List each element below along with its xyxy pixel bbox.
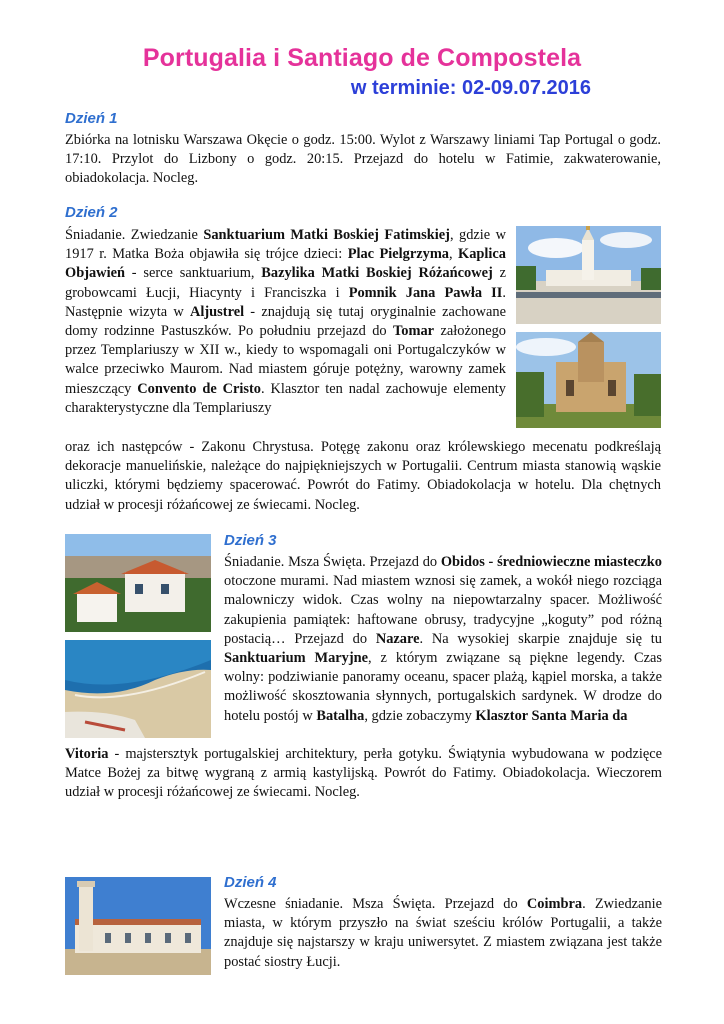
- page-title: Portugalia i Santiago de Compostela: [142, 44, 582, 72]
- nazare-beach-photo: [65, 640, 211, 738]
- day-1-text: Zbiórka na lotnisku Warszawa Okęcie o godz. 15:00. Wylot z Warszawy liniami Tap Portugal o godz. 17:10. Przylot do Lizbony o godz. 20:15. Przejazd do hotelu w Fatimie, zakwaterowanie, obiadokolacja. Nocleg.: [65, 132, 661, 187]
- day-3-text-part2: Vitoria - majstersztyk portugalskiej architektury, perła gotyku. Świątynia wybudowana w podzięce Matce Bożej za bitwę wygraną z armią kastylijską. Powrót do Fatimy. Obiadokolacja. Wieczorem udział w procesji różańcowej ze świecami. Nocleg.: [65, 746, 662, 801]
- day-2-text-part1: Śniadanie. Zwiedzanie Sanktuarium Matki Boskiej Fatimskiej, gdzie w 1917 r. Matka Boża objawiła się trójce dzieci: Plac Pielgrzyma, Kaplica Objawień - serce sanktuarium, Bazylika Matki Boskiej Różańcowej z grobowcami Łucji, Hiacynty i Franciszka i Pomnik Jana Pawła II. Następnie wizyta w Aljustrel - znajdują się tutaj oryginalnie zachowane domy rodzinne Pastuszków. Po południu przejazd do Tomar założonego przez Templariuszy w XII w., kiedy to wspomagali oni Portugalczyków w walce przeciwko Maurom. Nad miastem góruje potężny, warowny zamek mieszczący Convento de Cristo. Klasztor ten nadal zachowuje elementy charakterystyczne dla Templariuszy: [65, 227, 507, 416]
- obidos-photo: [65, 534, 211, 632]
- day-2-heading: Dzień 2: [65, 204, 118, 221]
- page-subtitle: w terminie: 02-09.07.2016: [350, 77, 591, 99]
- day-3-heading: Dzień 3: [224, 532, 277, 549]
- tomar-convent-photo: [516, 332, 661, 428]
- day-4-text: Wczesne śniadanie. Msza Święta. Przejazd do Coimbra. Zwiedzanie miasta, w którym przyszło na świat sześciu królów Portugalii, a także znajduje się najstarszy w kraju uniwersytet. Z miastem związana jest także postać siostry Łucji.: [224, 896, 662, 970]
- day-3-text-part1: Śniadanie. Msza Święta. Przejazd do Obidos - średniowieczne miasteczko otoczone murami. Nad miastem wznosi się zamek, a wokół niego rozciąga malowniczy widok. Czas wolny na niepowtarzalny spacer. Możliwość zakupienia pamiątek: haftowane obrusy, tradycyjne „koguty” pod różną postacią… Przejazd do Nazare. Na wysokiej skarpie znajduje się tu Sanktuarium Maryjne, z którym związane są piękne legendy. Czas wolny: podziwianie panoramy oceanu, spacer plażą, kąpiel morska, a także możliwość skosztowania słynnych, portugalskich sardynek. W drodze do hotelu postój w Batalha, gdzie zobaczymy Klasztor Santa Maria da: [224, 554, 663, 724]
- day-4-heading: Dzień 4: [224, 874, 277, 891]
- coimbra-university-photo: [65, 877, 211, 975]
- fatima-sanctuary-photo: [516, 226, 661, 324]
- day-1-heading: Dzień 1: [65, 110, 118, 127]
- day-2-text-part2: oraz ich następców - Zakonu Chrystusa. Potęgę zakonu oraz królewskiego mecenatu podkreślają dekoracje manuelińskie, należące do najpiękniejszych w Portugalii. Centrum miasta stanowią wąskie uliczki, którymi będziemy spacerować. Powrót do Fatimy. Obiadokolacja w hotelu. Dla chętnych udział w procesji różańcowej ze świecami. Nocleg.: [65, 439, 661, 513]
